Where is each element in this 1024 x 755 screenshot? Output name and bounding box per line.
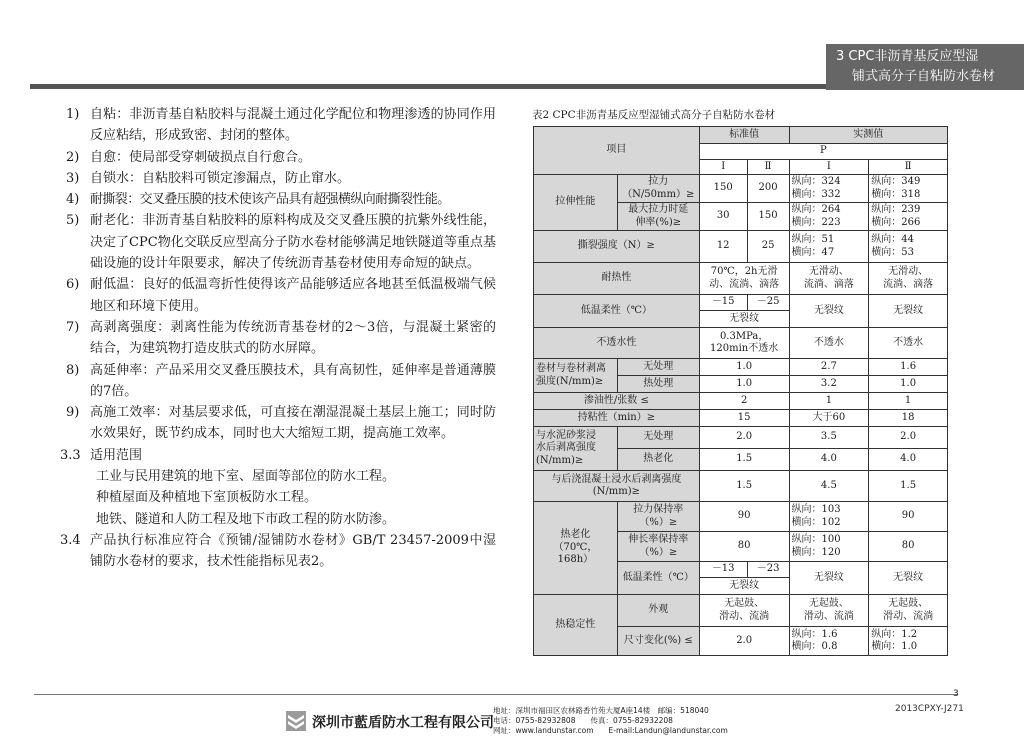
feature-number: 3) (66, 170, 80, 186)
feature-text: 自锁水：自粘胶料可锁定渗漏点，防止窜水。 (90, 170, 351, 186)
table-cell: 纵向：349 横向：318 (869, 175, 948, 203)
feature-item (66, 104, 496, 147)
footer-rule (34, 694, 958, 695)
company-phone: 电话：0755-82932808 传真：0755-82932208 (493, 716, 673, 725)
table-cell: 无起鼓、 滑动、流淌 (869, 595, 948, 627)
feature-item (66, 402, 496, 445)
header-rule (30, 84, 828, 89)
feature-text: 高剥离强度：剥离性能为传统沥青基卷材的2～3倍，与混凝土紧密的结合，为建筑物打造皮肤式的防水屏障。 (90, 319, 496, 357)
feature-text-column (60, 104, 496, 573)
table-cell: 2.0 (869, 427, 948, 449)
section-title: 适用范围 (90, 447, 143, 463)
table-cell: 纵向：239 横向：266 (869, 203, 948, 231)
table-cell: 纵向：100 横向：120 (789, 532, 869, 562)
table-cell: 150 (747, 203, 789, 231)
feature-text: 耐撕裂：交叉叠压膜的技术使该产品具有超强横纵向耐撕裂性能。 (90, 192, 450, 208)
table-cell: 无裂纹 (789, 562, 869, 595)
section-heading (60, 445, 496, 466)
row-label: 与后浇混凝土浸水后剥离强度 (N/mm)≥ (534, 471, 700, 502)
feature-number: 5) (66, 213, 80, 229)
row-label: 热稳定性 (534, 595, 618, 656)
table-cell: 不透水 (789, 328, 869, 359)
row-sublabel: 低温柔性（℃） (617, 562, 699, 595)
row-label: 低温柔性（℃） (534, 295, 700, 328)
table-cell: 4.0 (869, 449, 948, 471)
table-cell: －13 (699, 562, 747, 578)
table-caption: 表2 CPC非沥青基反应型湿铺式高分子自粘防水卷材 (532, 109, 776, 121)
section-text: 产品执行标准应符合《预铺/湿铺防水卷材》GB/T 23457-2009中湿铺防水卷材的要求，技术性能指标见表2。 (90, 532, 496, 570)
company-address: 地址：深圳市福田区农林路香竹苑大厦A座14楼 邮编：518040 (493, 706, 709, 715)
feature-item (66, 210, 496, 274)
row-sublabel: 外观 (617, 595, 699, 627)
row-sublabel: 热处理 (617, 376, 699, 393)
header-type-p: P (699, 144, 947, 160)
row-label: 热老化 （70℃， 168h） (534, 502, 618, 595)
table-cell: 无滑动、 流淌、滴落 (869, 263, 948, 295)
table-cell: 不透水 (869, 328, 948, 359)
table-cell: 纵向：264 横向：223 (789, 203, 869, 231)
table-cell: 150 (699, 175, 747, 203)
header-standard: 标准值 (699, 127, 789, 144)
feature-number: 6) (66, 277, 80, 293)
table-cell: 90 (869, 502, 948, 532)
header-type-i: Ⅰ (789, 160, 869, 175)
table-cell: 3.5 (789, 427, 869, 449)
table-cell: 1 (789, 393, 869, 410)
header-item: 项目 (534, 127, 700, 175)
application-item: 种植屋面及种植地下室顶板防水工程。 (96, 490, 318, 506)
header-type-i: Ⅰ (699, 160, 747, 175)
feature-item (66, 168, 496, 189)
contact-block (493, 706, 728, 736)
row-sublabel: 无处理 (617, 427, 699, 449)
table-cell: 3.2 (789, 376, 869, 393)
table-cell: 纵向：51 横向：47 (789, 231, 869, 263)
feature-text: 高施工效率：对基层要求低，可直接在潮湿混凝土基层上施工；同时防水效果好，既节约成本，同时也大大缩短工期，提高施工效率。 (90, 405, 496, 442)
table-cell: 2.7 (789, 359, 869, 376)
table-cell: 无裂纹 (699, 311, 789, 328)
table-cell: 无裂纹 (869, 562, 948, 595)
row-label: 与水泥砂浆浸 水后剥离强度 (N/mm)≥ (534, 427, 618, 471)
table-cell: 90 (699, 502, 789, 532)
table-cell: －23 (747, 562, 789, 578)
row-label: 耐热性 (534, 263, 700, 295)
table-cell: 200 (747, 175, 789, 203)
table-cell: 25 (747, 231, 789, 263)
feature-item (66, 189, 496, 210)
table-cell: 纵向：103 横向：102 (789, 502, 869, 532)
table-cell: 无起鼓、 滑动、流淌 (789, 595, 869, 627)
table-cell: 1.6 (869, 359, 948, 376)
row-label: 不透水性 (534, 328, 700, 359)
table-cell: 12 (699, 231, 747, 263)
feature-text: 耐老化：非沥青基自粘胶料的原料构成及交叉叠压膜的抗紫外线性能，决定了CPC物化交联反应型高分子防水卷材能够满足地铁隧道等重点基础设施的设计年限要求，解决了传统沥青基卷材使用寿命短的缺点。 (90, 213, 496, 272)
page-number: 3 (953, 689, 959, 699)
feature-text: 高延伸率：产品采用交叉叠压膜技术，具有高韧性，延伸率是普通薄膜的7倍。 (90, 362, 496, 399)
document-code: 2013CPXY-J271 (895, 704, 964, 714)
section-number: 3.3 (60, 447, 81, 463)
table-cell: 1.5 (699, 471, 789, 502)
table-cell: 2 (699, 393, 789, 410)
feature-number: 4) (66, 192, 80, 208)
table-cell: 纵向：44 横向：53 (869, 231, 948, 263)
table-cell: 大于60 (789, 410, 869, 427)
table-cell: 无裂纹 (699, 578, 789, 595)
chapter-title-line1: 3 CPC非沥青基反应型湿 (836, 49, 979, 64)
table-cell: 4.0 (789, 449, 869, 471)
feature-number: 8) (66, 362, 80, 378)
feature-item (66, 147, 496, 168)
table-cell: 2.0 (699, 427, 789, 449)
table-cell: 18 (869, 410, 948, 427)
application-item: 工业与民用建筑的地下室、屋面等部位的防水工程。 (96, 469, 396, 485)
table-cell: 1.5 (699, 449, 789, 471)
application-item: 地铁、隧道和人防工程及地下市政工程的防水防渗。 (96, 511, 396, 527)
chapter-header (826, 44, 1024, 90)
row-label: 拉伸性能 (534, 175, 618, 231)
table-cell: 4.5 (789, 471, 869, 502)
feature-text: 自愈：使局部受穿刺破损点自行愈合。 (90, 149, 312, 165)
spec-table (533, 126, 948, 656)
feature-number: 1) (66, 107, 80, 122)
table-cell: 无裂纹 (869, 295, 948, 328)
row-label: 持粘性（min）≥ (534, 410, 700, 427)
feature-number: 7) (66, 319, 80, 335)
row-sublabel: 尺寸变化(%) ≤ (617, 627, 699, 656)
feature-item (66, 274, 496, 317)
feature-text: 耐低温：良好的低温弯折性使得该产品能够适应各地甚至低温极端气候地区和环境下使用。 (90, 277, 496, 314)
table-cell: 1 (869, 393, 948, 410)
header-type-ii: Ⅱ (747, 160, 789, 175)
company-logo-icon (286, 711, 306, 731)
row-label: 渗油性/张数 ≤ (534, 393, 700, 410)
table-cell: 无起鼓、 滑动、流淌 (699, 595, 789, 627)
table-cell: 纵向：1.6 横向：0.8 (789, 627, 869, 656)
table-cell: 2.0 (699, 627, 789, 656)
table-cell: 纵向：1.2 横向：1.0 (869, 627, 948, 656)
row-sublabel: 无处理 (617, 359, 699, 376)
feature-item (66, 317, 496, 360)
row-sublabel: 拉力 （N/50mm）≥ (617, 175, 699, 203)
feature-text: 自粘：非沥青基自粘胶料与混凝土通过化学配位和物理渗透的协同作用反应粘结，形成致密、封闭的整体。 (90, 107, 496, 144)
chapter-title-line2: 铺式高分子自粘防水卷材 (852, 69, 996, 84)
company-website: 网址：www.landunstar.com E-mail:Landun@landunstar.com (493, 726, 728, 735)
header-type-ii: Ⅱ (869, 160, 948, 175)
table-cell: 0.3MPa， 120min不透水 (699, 328, 789, 359)
table-cell: 1.0 (869, 376, 948, 393)
table-cell: －25 (747, 295, 789, 311)
table-cell: 1.5 (869, 471, 948, 502)
section-heading (60, 530, 496, 573)
table-cell: 80 (699, 532, 789, 562)
row-label: 撕裂强度（N）≥ (534, 231, 700, 263)
company-name: 深圳市藍盾防水工程有限公司 (312, 715, 494, 731)
table-cell: 80 (869, 532, 948, 562)
table-cell: 无裂纹 (789, 295, 869, 328)
table-cell: 1.0 (699, 359, 789, 376)
row-label: 卷材与卷材剥离 强度(N/mm)≥ (534, 359, 618, 393)
row-sublabel: 热老化 (617, 449, 699, 471)
feature-item (66, 360, 496, 403)
table-cell: 1.0 (699, 376, 789, 393)
row-sublabel: 伸长率保持率 （%）≥ (617, 532, 699, 562)
row-sublabel: 最大拉力时延 伸率(%)≥ (617, 203, 699, 231)
table-cell: －15 (699, 295, 747, 311)
header-measured: 实测值 (789, 127, 947, 144)
feature-number: 9) (66, 405, 80, 421)
table-cell: 无滑动、 流淌、滴落 (789, 263, 869, 295)
row-sublabel: 拉力保持率 （%）≥ (617, 502, 699, 532)
feature-number: 2) (66, 149, 80, 165)
table-cell: 纵向：324 横向：332 (789, 175, 869, 203)
table-cell: 15 (699, 410, 789, 427)
table-cell: 30 (699, 203, 747, 231)
section-number: 3.4 (60, 532, 81, 548)
table-cell: 70℃，2h无滑 动、流淌、滴落 (699, 263, 789, 295)
